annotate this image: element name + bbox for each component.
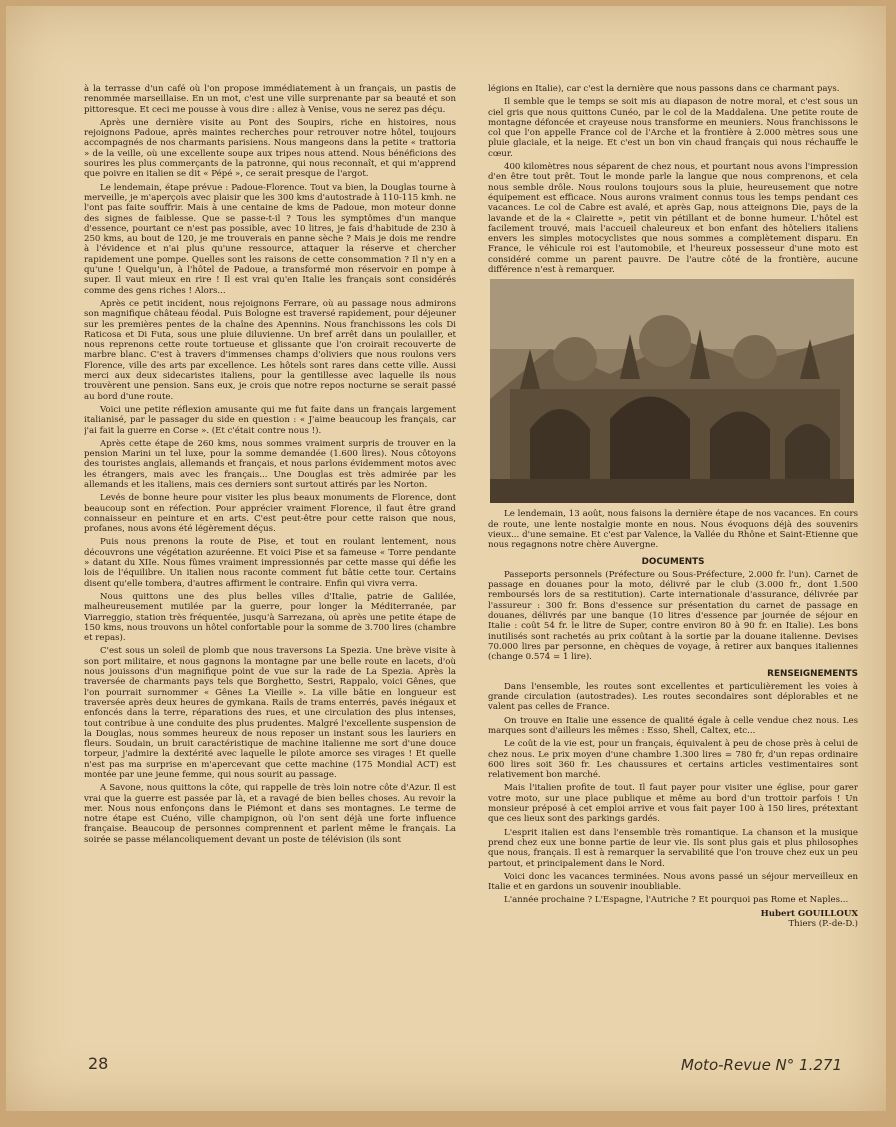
paragraph: Le lendemain, 13 août, nous faisons la dernière étape de nos vacances. En cours de route, une lente nostalgie monte en nous. Nous évoquons déjà des souvenirs vieux... d'une semaine. Et c'est par Valence, la Vallée du Rhône et Saint-Etienne que nous regagnons notre chère Auvergne. [488,509,858,551]
paragraph: L'esprit italien est dans l'ensemble très romantique. La chanson et la musique prend chez eux une bonne partie de leur vie. Ils sont plus gais et plus philosophes que nous, français. Il est à remarquer la servabilité que l'on trouve chez eux un peu partout, et principalement dans le Nord. [488,827,858,869]
paragraph: Il semble que le temps se soit mis au diapason de notre moral, et c'est sous un ciel gris que nous quittons Cunéo, par le col de la Maddalena. Une petite route de montagne défoncée et crayeuse nous transforme en meuniers. Nous franchissons le col que l'on appelle France col de l'Arche et la frontière à 2.000 mètres sous une pluie glaciale, et la neige. Et c'est un bon vin chaud français qui nous réchauffe le cœur. [488,97,858,159]
magazine-page [6,6,886,1111]
documents-heading: DOCUMENTS [641,556,705,567]
paragraph: Mais l'italien profite de tout. Il faut payer pour visiter une église, pour garer votre moto, sur une place publique et même au bord d'un trottoir parfois ! Un monsieur préposé à cet emploi arrive et vous fait payer 100 à 150 lires, prétextant que ces lieux sont des parkings gardés. [488,783,858,825]
paragraph: 400 kilomètres nous séparent de chez nous, et pourtant nous avons l'impression d'en être tout prêt. Tout le monde parle la langue que nous comprenons, et cela nous semble drôle. Nous roulons toujours sous la pluie, heureusement que notre équipement est efficace. Nous aurons vraiment connus tous les temps pendant ces vacances. Le col de Cabre est avalé, et après Gap, nous atteignons Die, pays de la lavande et de la « Clairette », petit vin pétillant et de bonne humeur. L'hôtel est facilement trouvé, mais l'accueil chaleureux et bon enfant des hôteliers italiens envers les simples motocyclistes que nous sommes a complètement disparu. En France, le véhicule roi est l'automobile, et l'heureux possesseur d'une moto est considéré comme un parent pauvre. De l'autre côté de la frontière, aucune différence n'est à remarquer. [488,162,858,276]
paragraph: L'année prochaine ? L'Espagne, l'Autriche ? Et pourquoi pas Rome et Naples... [504,895,849,906]
author-place: Thiers (P.-de-D.) [788,919,858,930]
paragraph: Levés de bonne heure pour visiter les plus beaux monuments de Florence, dont beaucoup sont en réfection. Pour apprécier vraiment Florence, il faut être grand connaisseur en peinture et en arts. C'est peut-être pour cette raison que nous, profanes, nous avons été légèrement déçus. [84,493,456,535]
paragraph: Nous quittons une des plus belles villes d'Italie, patrie de Galilée, malheureusement mutilée par la guerre, pour longer la Méditerranée, par Viarreggio, station très fréquentée, jusqu'à Sarrezana, où après une petite étape de 150 kms, nous trouvons un hôtel confortable pour la somme de 3.700 lires (chambre et repas). [84,591,456,644]
renseignements-heading: RENSEIGNEMENTS [767,668,858,679]
venice-photo [490,279,854,503]
documents-text: Passeports personnels (Préfecture ou Sous-Préfecture, 2.000 fr. l'un). Carnet de passage en douanes pour la moto, délivré par le club (3.000 fr., dont 1.500 remboursés lors de sa restitution). Carte internationale d'assurance, délivrée par l'assureur : 300 fr. Bons d'essence sur présentation du carnet de passage en douanes, délivrés par une banque (10 litres d'essence par journée de séjour en Italie : coût 54 fr. le litre de Super, contre environ 80 à 90 fr. en Italie). Les bons inutilisés sont rachetés au prix coûtant à la sortie par la douane italienne. Devises 70.000 lires par personne, en chèques de voyage, à retirer aux banques italiennes (change 0.574 = 1 lire). [488,569,858,663]
author-name: Hubert GOUILLOUX [760,908,858,919]
paragraph: Puis nous prenons la route de Pise, et tout en roulant lentement, nous découvrons une végétation azuréenne. Et voici Pise et sa fameuse « Torre pendante » datant du XIIe. Nous fûmes vraiment impressionnés par cette masse qui défie les lois de l'équilibre. Un italien nous raconte comment fut bâtie cette tour. Certains disent qu'elle tombera, d'autres affirment le contraire. Enfin qui vivra verra. [84,537,456,589]
paragraph: Après ce petit incident, nous rejoignons Ferrare, où au passage nous admirons son magnifique château féodal. Puis Bologne est traversé rapidement, pour déjeuner sur les premières pentes de la chaîne des Apennins. Nous franchissons les cols Di Raticosa et Di Futa, sous une pluie diluvienne. Un bref arrêt dans un poulailler, et nous reprenons cette route tortueuse et glissante que l'on croirait recouverte de marbre blanc. C'est à travers d'immenses champs d'oliviers que nous roulons vers Florence, ville des arts par excellence. Les hôtels sont rares dans cette ville. Aussi merci aux deux sidecaristes italiens, pour la gentillesse avec laquelle ils nous trouvèrent une pension. Sans eux, je crois que notre repos nocturne se serait passé au bord d'une route. [84,298,456,402]
paragraph: légions en Italie), car c'est la dernière que nous passons dans ce charmant pays. [488,84,840,94]
paragraph: Voici donc les vacances terminées. Nous avons passé un séjour merveilleux en Italie et en gardons un souvenir inoubliable. [488,871,858,893]
paragraph: Après une dernière visite au Pont des Soupirs, riche en histoires, nous rejoignons Padoue, après maintes recherches pour retrouver notre hôtel, toujours accompagnés de nos charmants parisiens. Nous mangeons dans la petite « trattoria » de la veille, où une excellente soupe aux tripes nous attend. Nous bénéficions des sourires les plus commerçants de la patronne, qui nous reconnaît, et qui m'apprend que poivre en italien se dit « Pépé », ce serait presque de l'argot. [84,117,456,180]
page-number: 28 [88,1054,109,1073]
left-column [84,84,456,1054]
paragraph: Après cette étape de 260 kms, nous sommes vraiment surpris de trouver en la pension Marini un tel luxe, pour la somme demandée (1.600 lires). Nous côtoyons des touristes anglais, allemands et français, et nous parlons évidemment motos avec les étrangers, mais avec les français... Une Douglas est très admirée par les allemands et les italiens, mais ces derniers sont surtout attirés par les Norton. [84,438,456,490]
paragraph: Le coût de la vie est, pour un français, équivalent à peu de chose près à celui de chez nous. Le prix moyen d'une chambre 1.300 lires = 780 fr, d'un repas ordinaire 600 lires soit 360 fr. Les chaussures et certains articles vestimentaires sont relativement bon marché. [488,739,858,781]
right-column [488,84,858,1054]
paragraph: Dans l'ensemble, les routes sont excellentes et particulièrement les voies à grande circulation (autostrades). Les routes secondaires sont déplorables et ne valent pas celles de France. [488,681,858,713]
signature [488,909,858,930]
magazine-issue: Moto-Revue N° 1.271 [680,1056,842,1074]
paragraph: Le lendemain, étape prévue : Padoue-Florence. Tout va bien, la Douglas tourne à merveille, je m'aperçois avec plaisir que les 300 kms d'autostrade à 110-115 kmh. ne l'ont pas faite souffrir. Mais à une centaine de kms de Padoue, mon moteur donne des signes de faiblesse. Que se passe-t-il ? Tous les symptômes d'un manque d'essence, pourtant ce n'est pas possible, avec 10 litres, je fais d'habitude de 230 à 250 kms, au bout de 120, je me trouverais en panne sèche ? Mais je dois me rendre à l'évidence et n'ai plus qu'une ressource, attaquer la réserve et chercher rapidement une pompe. Quelles sont les raisons de cette consommation ? Il n'y en a qu'une ! Quelqu'un, à l'hôtel de Padoue, a transformé mon réservoir en pompe à super. Il vaut mieux en rire ! Il est vrai qu'en Italie les français sont considérés comme des gens riches ! Alors... [84,182,456,296]
paragraph: C'est sous un soleil de plomb que nous traversons La Spezia. Une brève visite à son port militaire, et nous gagnons la montagne par une belle route en lacets, d'où nous jouissons d'un magnifique point de vue sur la rade de La Spezia. Après la traversée de charmants pays tels que Borghetto, Sestri, Rappalo, voici Gênes, que l'on pourrait surnommer « Gênes La Vieille ». La ville bâtie en longueur est traversée après deux heures de gymkana. Rails de trams enterrés, pavés inégaux et enfoncés dans la terre, réparations des rues, et une circulation des plus intenses, tout contribue à une conduite des plus prudentes. Malgré l'excellente suspension de la Douglas, nous sommes heureux de nous reposer un instant sous les lauriers en fleurs. Soudain, un bruit caractéristique de machine italienne me sort d'une douce torpeur, j'admire la dextérité avec laquelle le pilote amorce ses virages ! Et quelle n'est pas ma surprise en m'apercevant que cette machine (175 Mondial ACT) est montée par une jeune femme, qui nous sourit au passage. [84,646,456,780]
paragraph: à la terrasse d'un café où l'on propose immédiatement à un français, un pastis de renommée marseillaise. En un mot, c'est une ville surprenante par sa beauté et son pittoresque. Et ceci me pousse à vous dire : allez à Venise, vous ne serez pas déçu. [84,84,456,115]
basilica-illustration [490,279,854,503]
paragraph: Voici une petite réflexion amusante qui me fut faite dans un français largement italianisé, par le passager du side en question : « J'aime beaucoup les français, car j'ai fait la guerre en Corse ». (Et c'était contre nous !). [84,404,456,436]
paragraph: On trouve en Italie une essence de qualité égale à celle vendue chez nous. Les marques sont d'ailleurs les mêmes : Esso, Shell, Caltex, etc... [488,715,858,736]
paragraph: A Savone, nous quittons la côte, qui rappelle de très loin notre côte d'Azur. Il est vrai que la guerre est passée par là, et a ravagé de bien belles choses. Au revoir la mer. Nous nous enfonçons dans le Piémont et dans ses montagnes. Le terme de notre étape est Cuéno, ville champignon, où l'on sent déjà une forte influence française. Beaucoup de personnes comprennent et parlent même le français. La soirée se passe mélancoliquement devant un poste de télévision (ils sont [84,783,456,845]
